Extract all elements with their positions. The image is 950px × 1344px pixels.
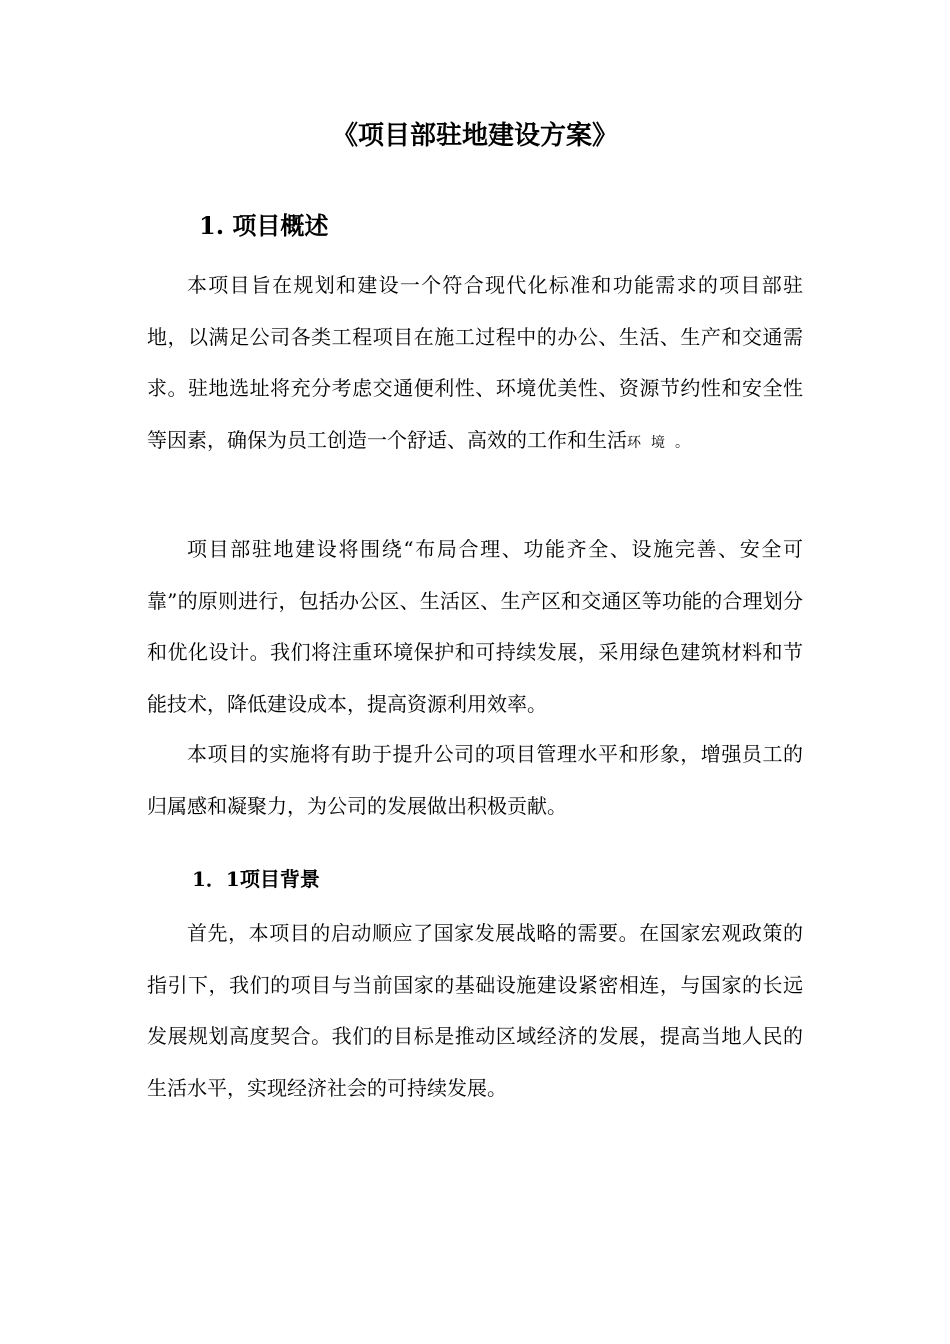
section-heading-overview: 1. 项目概述 xyxy=(199,211,329,240)
paragraph-background-1: 首先，本项目的启动顺应了国家发展战略的需要。在国家宏观政策的指引下，我们的项目与当前国家的基础设施建设紧密相连，与国家的长远发展规划高度契合。我们的目标是推动区域经济的发展，提高当地人民的生活水平，实现经济社会的可持续发展。 xyxy=(147,921,803,1100)
paragraph-overview-2: 项目部驻地建设将围绕“布局合理、功能齐全、设施完善、安全可靠”的原则进行，包括办公区、生活区、生产区和交通区等功能的合理划分和优化设计。我们将注重环境保护和可持续发展，采用绿色建筑材料和节能技术，降低建设成本，提高资源利用效率。 xyxy=(147,537,803,716)
paragraph-overview-1-tail: 环境。 xyxy=(627,434,699,451)
paragraph-overview-3: 本项目的实施将有助于提升公司的项目管理水平和形象，增强员工的归属感和凝聚力，为公司的发展做出积极贡献。 xyxy=(147,742,803,818)
paragraph-overview-1 xyxy=(147,260,803,469)
document-title: 《项目部驻地建设方案》 xyxy=(331,121,618,151)
paragraph-overview-1-text: 本项目旨在规划和建设一个符合现代化标准和功能需求的项目部驻地，以满足公司各类工程项目在施工过程中的办公、生活、生产和交通需求。驻地选址将充分考虑交通便利性、环境优美性、资源节约性和安全性等因素，确保为员工创造一个舒适、高效的工作和生活 xyxy=(147,273,803,452)
section-heading-background: 1．1项目背景 xyxy=(192,867,320,891)
